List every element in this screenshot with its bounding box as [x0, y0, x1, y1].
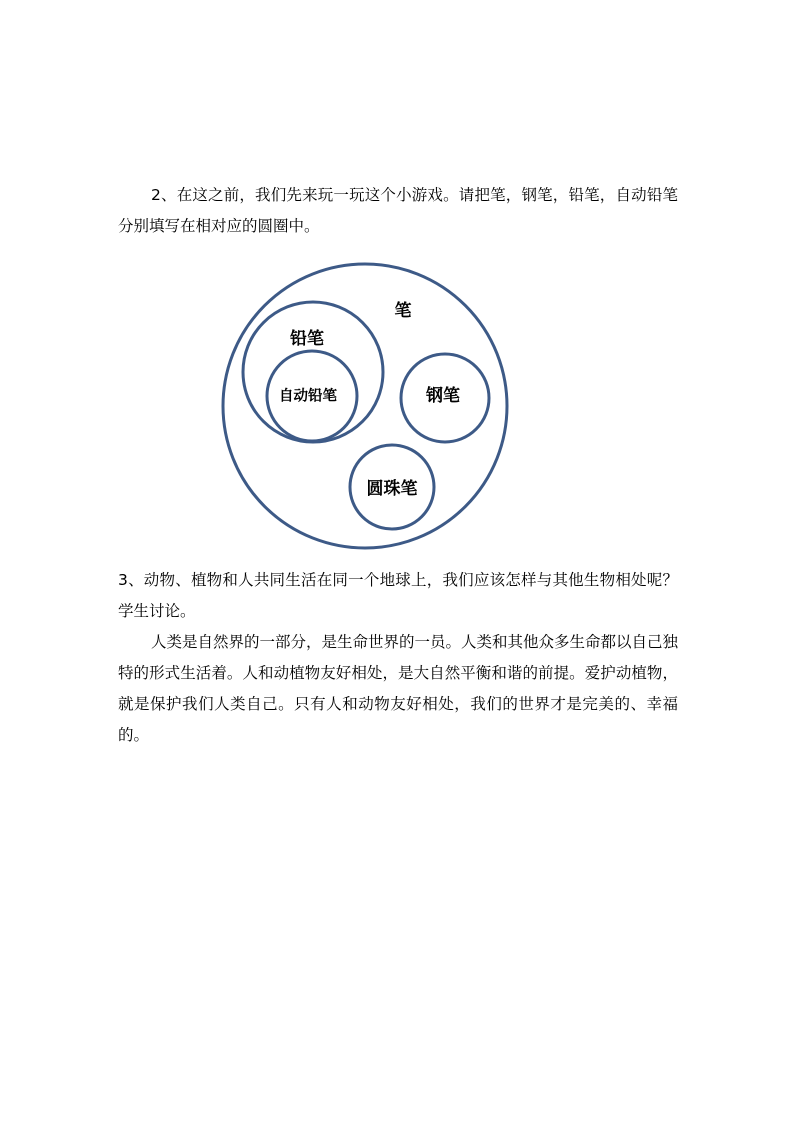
answer-paragraph: 人类是自然界的一部分，是生命世界的一员。人类和其他众多生命都以自己独特的形式生活着。人和动植物友好相处，是大自然平衡和谐的前提。爱护动植物，就是保护我们人类自己。只有人和动物友好相处，我们的世界才是完美的、幸福的。	[118, 633, 679, 744]
ballpoint-pen-label: 圆珠笔	[366, 479, 418, 499]
pencil-circle	[243, 302, 383, 442]
fountain-pen-label: 钢笔	[426, 386, 460, 406]
question-2-paragraph: 2、在这之前，我们先来玩一玩这个小游戏。请把笔，钢笔，铅笔，自动铅笔分别填写在相对应的圆圈中。	[118, 186, 678, 235]
pencil-label: 铅笔	[290, 329, 324, 349]
outer-circle-pen	[223, 264, 507, 548]
mechanical-pencil-label: 自动铅笔	[279, 387, 337, 405]
outer-circle-label: 笔	[394, 301, 412, 321]
question-3-paragraph: 3、动物、植物和人共同生活在同一个地球上，我们应该怎样与其他生物相处呢？学生讨论。	[118, 571, 678, 620]
pen-classification-diagram	[215, 258, 515, 558]
